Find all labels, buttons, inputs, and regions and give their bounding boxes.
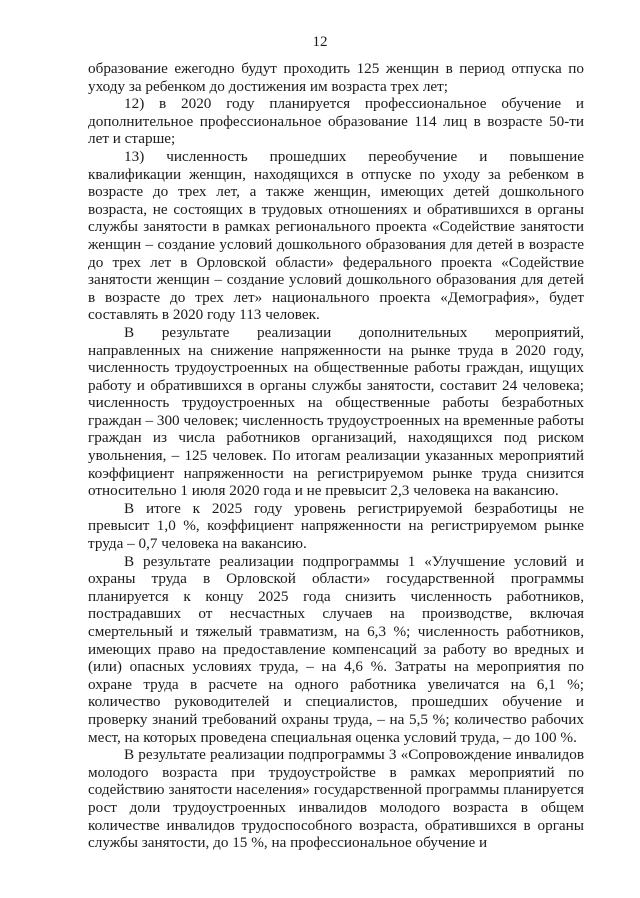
document-body <box>88 60 584 852</box>
paragraph-subprogram-3: В результате реализации подпрограммы 3 «Сопровождение инвалидов молодого возраста при трудоустройстве в рамках мероприятий по содействию занятости населения» государственной программы планируется рост доли трудоустроенных инвалидов молодого возраста в общем количестве инвалидов трудоспособного возраста, обратившихся в органы службы занятости, до 15 %, на профессиональное обучение и <box>88 746 584 852</box>
paragraph-subprogram-1: В результате реализации подпрограммы 1 «Улучшение условий и охраны труда в Орловской области» государственной программы планируется к концу 2025 года снизить численность работников, пострадавших от несчастных случаев на производстве, включая смертельный и тяжелый травматизм, на 6,3 %; численность работников, имеющих право на предоставление компенсаций за работу во вредных и (или) опасных условиях труда, – на 4,6 %. Затраты на мероприятия по охране труда в расчете на одного работника увеличатся на 6,1 %; количество руководителей и специалистов, прошедших обучение и проверку знаний требований охраны труда, – на 5,5 %; количество рабочих мест, на которых проведена специальная оценка условий труда, – до 100 %. <box>88 552 584 746</box>
page-number: 12 <box>312 34 328 50</box>
paragraph-item-13: 13) численность прошедших переобучение и повышение квалификации женщин, находящихся в отпуске по уходу за ребенком в возрасте до трех лет, а также женщин, имеющих детей дошкольного возраста, не состоящих в трудовых отношениях и обратившихся в органы службы занятости в рамках регионального проекта «Содействие занятости женщин – создание условий дошкольного образования для детей в возрасте до трех лет в Орловской области» федерального проекта «Содействие занятости женщин – создание условий дошкольного образования для детей в возрасте до трех лет» национального проекта «Демография», будет составлять в 2020 году 113 человек. <box>88 147 584 324</box>
paragraph-item-12: 12) в 2020 году планируется профессиональное обучение и дополнительное профессиональное образование 114 лиц в возрасте 50-ти лет и старше; <box>88 95 584 148</box>
paragraph-2025-outcome: В итоге к 2025 году уровень регистрируемой безработицы не превысит 1,0 %, коэффициент напряженности на регистрируемом рынке труда – 0,7 человека на вакансию. <box>88 499 584 553</box>
paragraph-additional-measures: В результате реализации дополнительных мероприятий, направленных на снижение напряженности на рынке труда в 2020 году, численность трудоустроенных на общественные работы граждан, ищущих работу и обратившихся в органы службы занятости, составит 24 человека; численность трудоустроенных на общественные работы безработных граждан – 300 человек; численность трудоустроенных на временные работы граждан из числа работников организаций, находящихся под риском увольнения, – 125 человек. По итогам реализации указанных мероприятий коэффициент напряженности на регистрируемом рынке труда снизится относительно 1 июля 2020 года и не превысит 2,3 человека на вакансию. <box>88 323 584 500</box>
paragraph-continuation: образование ежегодно будут проходить 125 женщин в период отпуска по уходу за ребенком до достижения им возраста трех лет; <box>88 60 584 95</box>
